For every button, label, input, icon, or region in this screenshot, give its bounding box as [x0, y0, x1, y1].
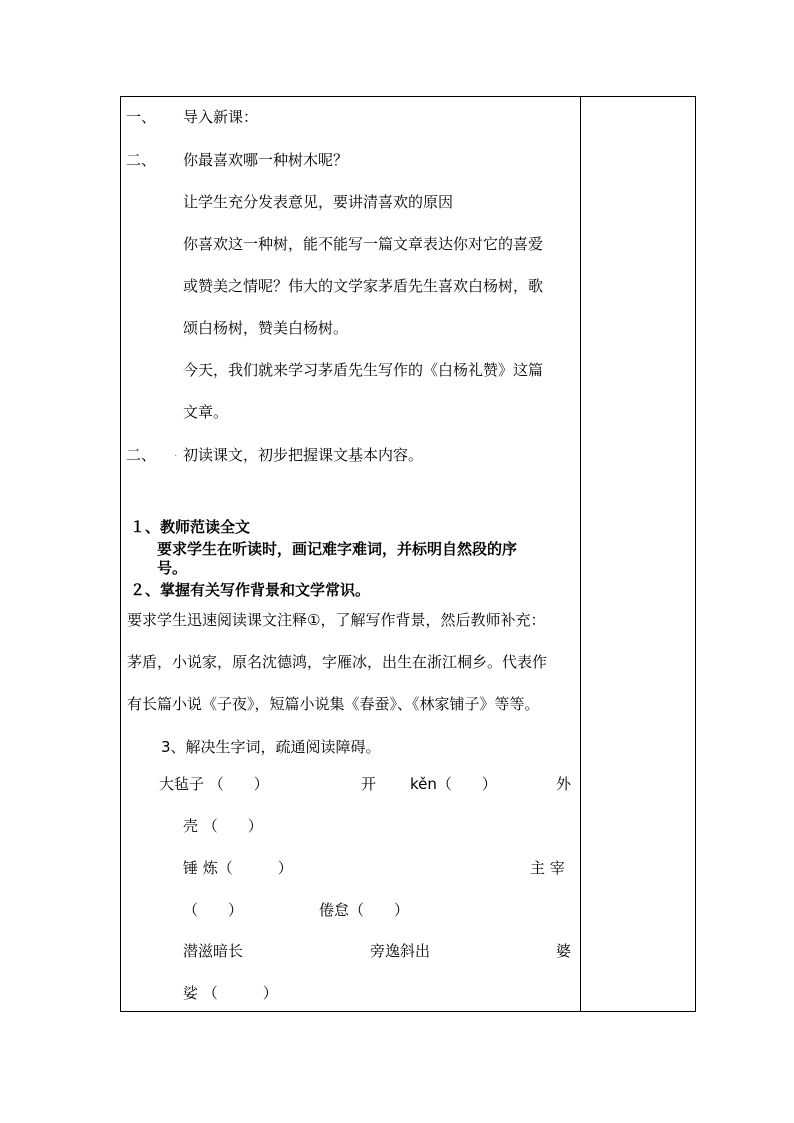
- vocab-word-1: 大毡子 （ ）: [159, 775, 269, 793]
- item3-number: 二、: [126, 446, 157, 464]
- item1-text: 导入新课：: [183, 108, 259, 126]
- item2-para3-line1: 今天，我们就来学习茅盾先生写作的《白杨礼赞》这篇: [183, 361, 544, 379]
- item2-para2-line2: 或赞美之情呢？伟大的文学家茅盾先生喜欢白杨树，歌: [183, 277, 544, 295]
- vocab-word-2-pinyin: kěn（ ）: [410, 775, 497, 793]
- step1-requirement-line2: 号。: [157, 559, 188, 577]
- item2-text: 你最喜欢哪一种树木呢？: [183, 151, 349, 169]
- item2-para2-line1: 你喜欢这一种树，能不能写一篇文章表达你对它的喜爱: [183, 235, 544, 253]
- item2-para2-line3: 颂白杨树，赞美白杨树。: [183, 319, 349, 337]
- item2-number: 二、: [126, 151, 157, 169]
- step1-title: １、教师范读全文: [130, 518, 251, 536]
- step1-requirement-line1: 要求学生在听读时，画记难字难词，并标明自然段的序: [157, 540, 518, 558]
- vocab-word-9-part2: 娑 （ ）: [183, 984, 278, 1002]
- vocab-word-3-part2: 壳 （ ）: [183, 817, 263, 835]
- vocab-word-5-part1: 主 宰: [530, 859, 565, 877]
- vocab-word-5-part2: （ ）: [183, 901, 244, 919]
- vocab-word-9-part1: 婆: [556, 942, 572, 960]
- bullet-mark: ·: [174, 451, 178, 462]
- step2-line3: 有长篇小说《子夜》，短篇小说集《春蚕》、《林家铺子》等等。: [127, 695, 540, 713]
- column-divider: [580, 97, 581, 1011]
- vocab-word-7: 潜滋暗长: [183, 942, 244, 960]
- item1-number: 一、: [126, 108, 157, 126]
- step3-title: 3、解决生字词，疏通阅读障碍。: [161, 738, 381, 756]
- item2-para3-line2: 文章。: [183, 403, 229, 421]
- step2-line2: 茅盾，小说家，原名沈德鸿，字雁冰，出生在浙江桐乡。代表作: [127, 653, 548, 671]
- step2-title: ２、掌握有关写作背景和文学常识。: [130, 581, 371, 599]
- vocab-word-6: 倦怠（ ）: [319, 901, 410, 919]
- vocab-word-4: 锤 炼（ ）: [183, 859, 293, 877]
- vocab-word-8: 旁逸斜出: [370, 942, 431, 960]
- step2-line1: 要求学生迅速阅读课文注释①，了解写作背景，然后教师补充：: [127, 611, 546, 629]
- vocab-word-3-part1: 外: [556, 775, 572, 793]
- vocab-word-2: 开: [361, 775, 377, 793]
- item2-para1: 让学生充分发表意见，要讲清喜欢的原因: [183, 193, 454, 211]
- item3-text: 初读课文，初步把握课文基本内容。: [183, 446, 424, 464]
